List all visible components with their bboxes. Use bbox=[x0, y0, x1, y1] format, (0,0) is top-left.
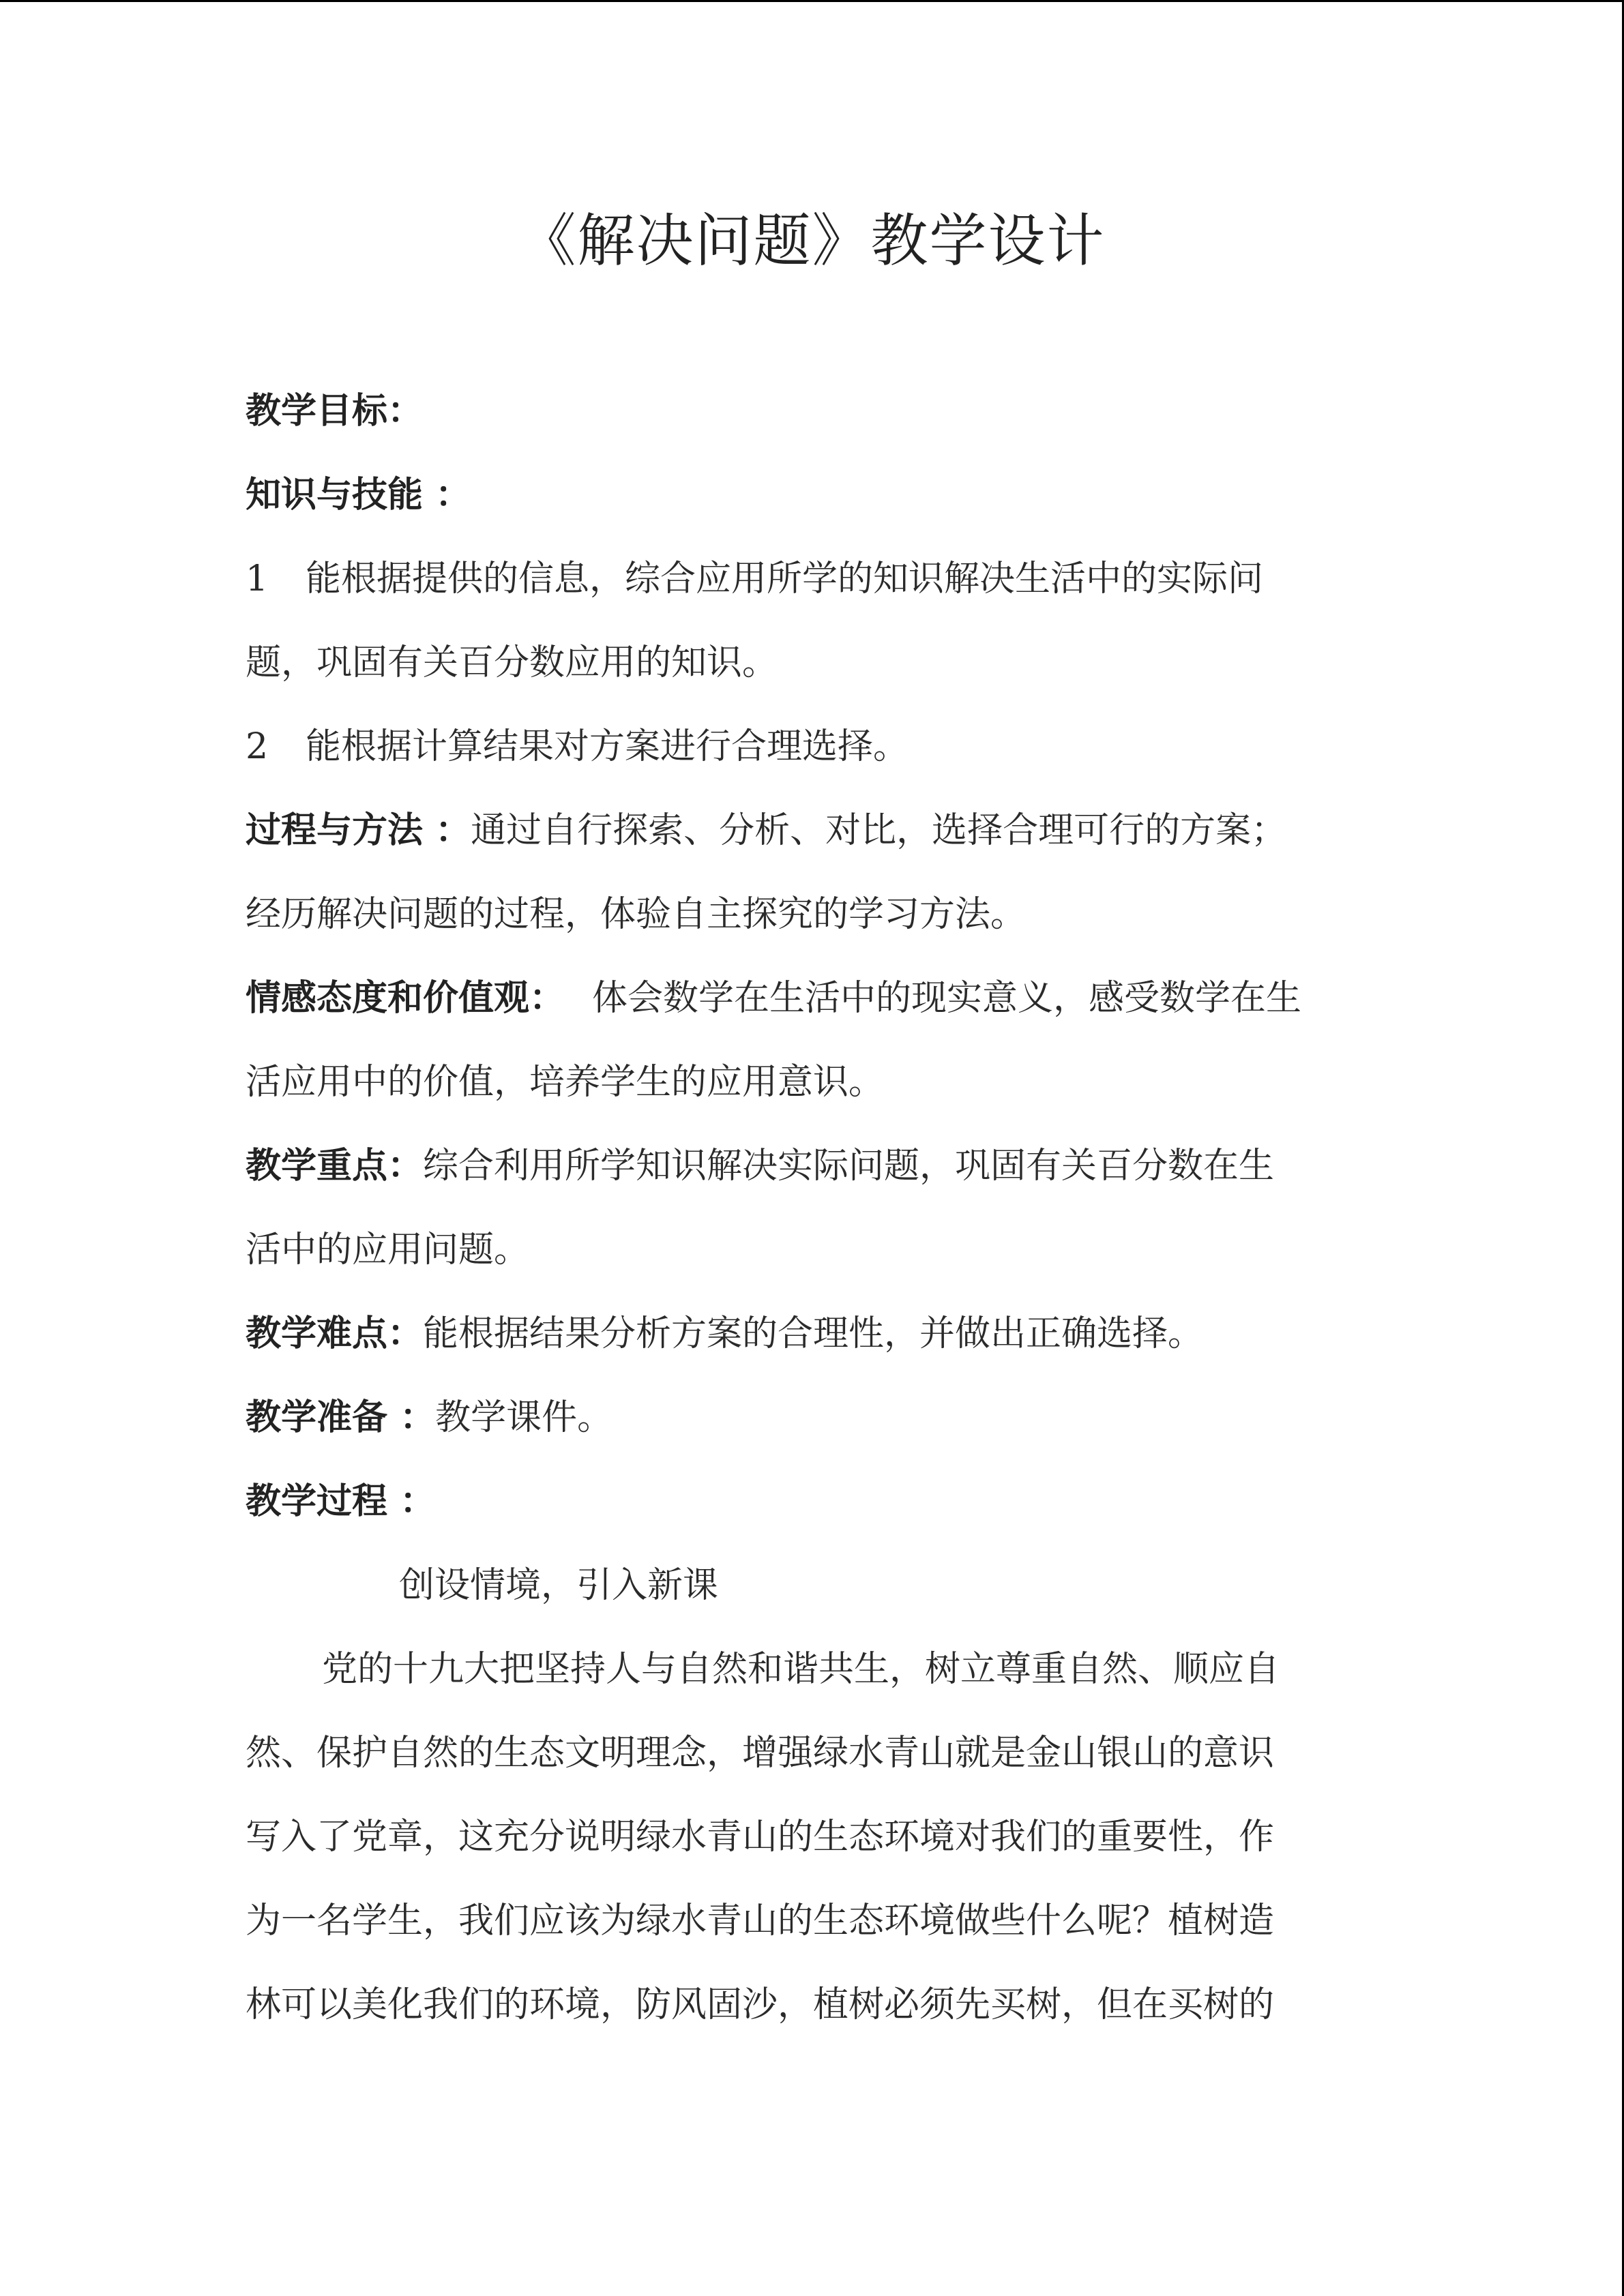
knowledge-item-2-text: 能根据计算结果对方案进行合理选择。 bbox=[306, 726, 909, 767]
objectives-heading: 教学目标： bbox=[246, 391, 424, 432]
knowledge-item-2 bbox=[246, 719, 909, 774]
emotion-values-line bbox=[246, 971, 1301, 1026]
paragraph-line-2: 然、保护自然的生态文明理念，增强绿水青山就是金山银山的意识 bbox=[246, 1733, 1275, 1774]
process-method-text: 通过自行探索、分析、对比，选择合理可行的方案； bbox=[471, 810, 1287, 851]
knowledge-item-2-number: 2 bbox=[246, 726, 269, 767]
section-heading: 创设情境，引入新课 bbox=[399, 1565, 719, 1606]
knowledge-item-1-number: 1 bbox=[246, 558, 269, 599]
emotion-values-text: 体会数学在生活中的现实意义，感受数学在生 bbox=[592, 978, 1302, 1019]
key-point-label: 教学重点： bbox=[246, 1146, 424, 1187]
teaching-process-heading: 教学过程 ： bbox=[246, 1481, 436, 1522]
process-method-label: 过程与方法 ： bbox=[246, 810, 471, 851]
process-method-line bbox=[246, 803, 1286, 858]
key-point-text: 综合利用所学知识解决实际问题，巩固有关百分数在生 bbox=[423, 1146, 1275, 1187]
difficulty-label: 教学难点： bbox=[246, 1313, 424, 1354]
knowledge-heading: 知识与技能 ： bbox=[246, 475, 471, 516]
paragraph-line-1: 党的十九大把坚持人与自然和谐共生，树立尊重自然、顺应自 bbox=[322, 1649, 1280, 1690]
emotion-values-label: 情感态度和价值观： bbox=[246, 978, 565, 1019]
knowledge-item-1-continued: 题，巩固有关百分数应用的知识。 bbox=[246, 642, 778, 683]
process-method-continued: 经历解决问题的过程，体验自主探究的学习方法。 bbox=[246, 894, 1027, 935]
difficulty-line bbox=[246, 1307, 1203, 1361]
knowledge-item-1-text: 能根据提供的信息，综合应用所学的知识解决生活中的实际问 bbox=[306, 558, 1264, 599]
key-point-line bbox=[246, 1139, 1274, 1193]
preparation-text: 教学课件。 bbox=[435, 1397, 613, 1438]
emotion-values-continued: 活应用中的价值，培养学生的应用意识。 bbox=[246, 1062, 885, 1103]
paragraph-line-5: 林可以美化我们的环境，防风固沙，植树必须先买树，但在买树的 bbox=[246, 1984, 1275, 2025]
difficulty-text: 能根据结果分析方案的合理性，并做出正确选择。 bbox=[423, 1313, 1204, 1354]
paragraph-line-4: 为一名学生，我们应该为绿水青山的生态环境做些什么呢？植树造 bbox=[246, 1900, 1275, 1941]
document-title: 《解决问题》教学设计 bbox=[518, 207, 1106, 274]
knowledge-item-1 bbox=[246, 552, 1263, 606]
preparation-label: 教学准备 ： bbox=[246, 1397, 436, 1438]
key-point-continued: 活中的应用问题。 bbox=[246, 1229, 530, 1270]
paragraph-line-3: 写入了党章，这充分说明绿水青山的生态环境对我们的重要性，作 bbox=[246, 1817, 1275, 1858]
preparation-line bbox=[246, 1390, 612, 1445]
